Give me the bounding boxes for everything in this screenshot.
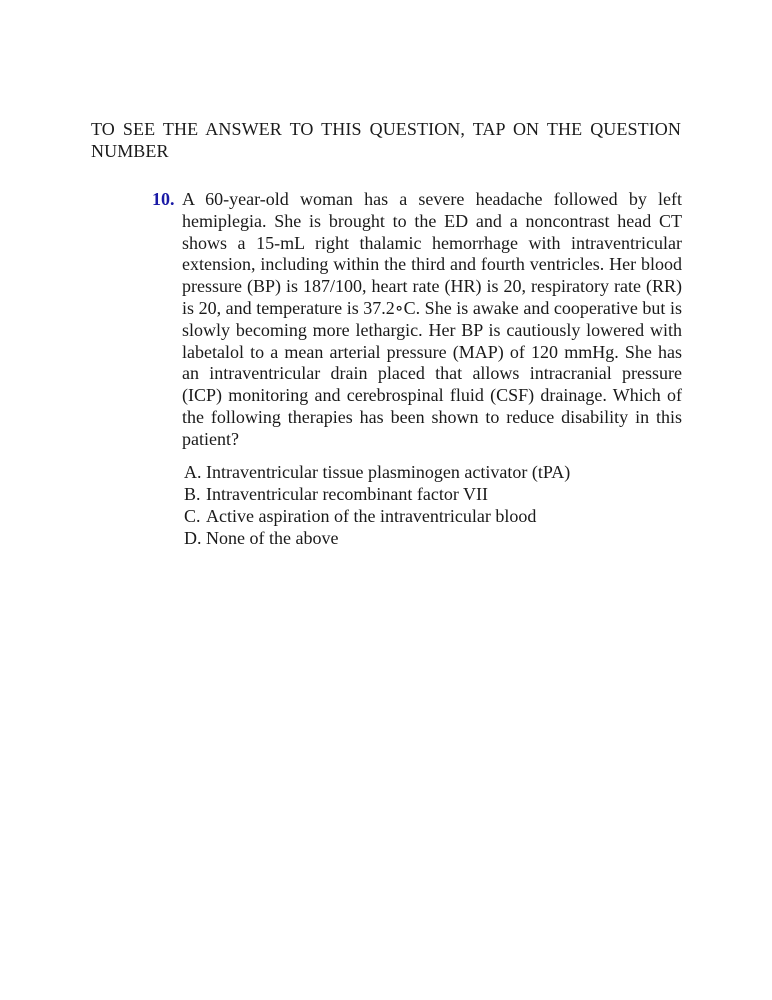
question-stem: A 60-year-old woman has a severe headache followed by left hemiplegia. She is brought to the ED and a noncontrast head CT shows a 15-mL right thalamic hemorrhage with intraventricular extension, including within the third and fourth ventricles. Her blood pressure (BP) is 187/100, heart rate (HR) is 20, respiratory rate (RR) is 20, and temperature is 37.2∘C. She is awake and cooperative but is slowly becoming more lethargic. Her BP is cautiously lowered with labetalol to a mean arterial pressure (MAP) of 120 mmHg. She has an intraventricular drain placed that allows intracranial pressure (ICP) monitoring and cerebrospinal fluid (CSF) drainage. Which of the following therapies has been shown to reduce disability in this patient?: [182, 189, 682, 449]
option-letter: C.: [184, 506, 201, 527]
instruction-text: TO SEE THE ANSWER TO THIS QUESTION, TAP ON THE QUESTION NUMBER: [91, 119, 681, 161]
answer-option-d: [184, 527, 682, 549]
answer-options: [184, 461, 682, 550]
answer-option-b: [184, 483, 682, 505]
question-block: [152, 189, 682, 550]
option-letter: A.: [184, 461, 202, 482]
question-number-link[interactable]: 10.: [152, 189, 175, 209]
option-text: Intraventricular tissue plasminogen activator (tPA): [206, 461, 571, 482]
option-letter: D.: [184, 528, 202, 549]
answer-option-c: [184, 505, 682, 527]
option-text: Active aspiration of the intraventricular blood: [206, 506, 537, 527]
option-letter: B.: [184, 483, 201, 504]
option-text: None of the above: [206, 528, 339, 549]
answer-option-a: [184, 461, 682, 483]
option-text: Intraventricular recombinant factor VII: [206, 483, 489, 504]
